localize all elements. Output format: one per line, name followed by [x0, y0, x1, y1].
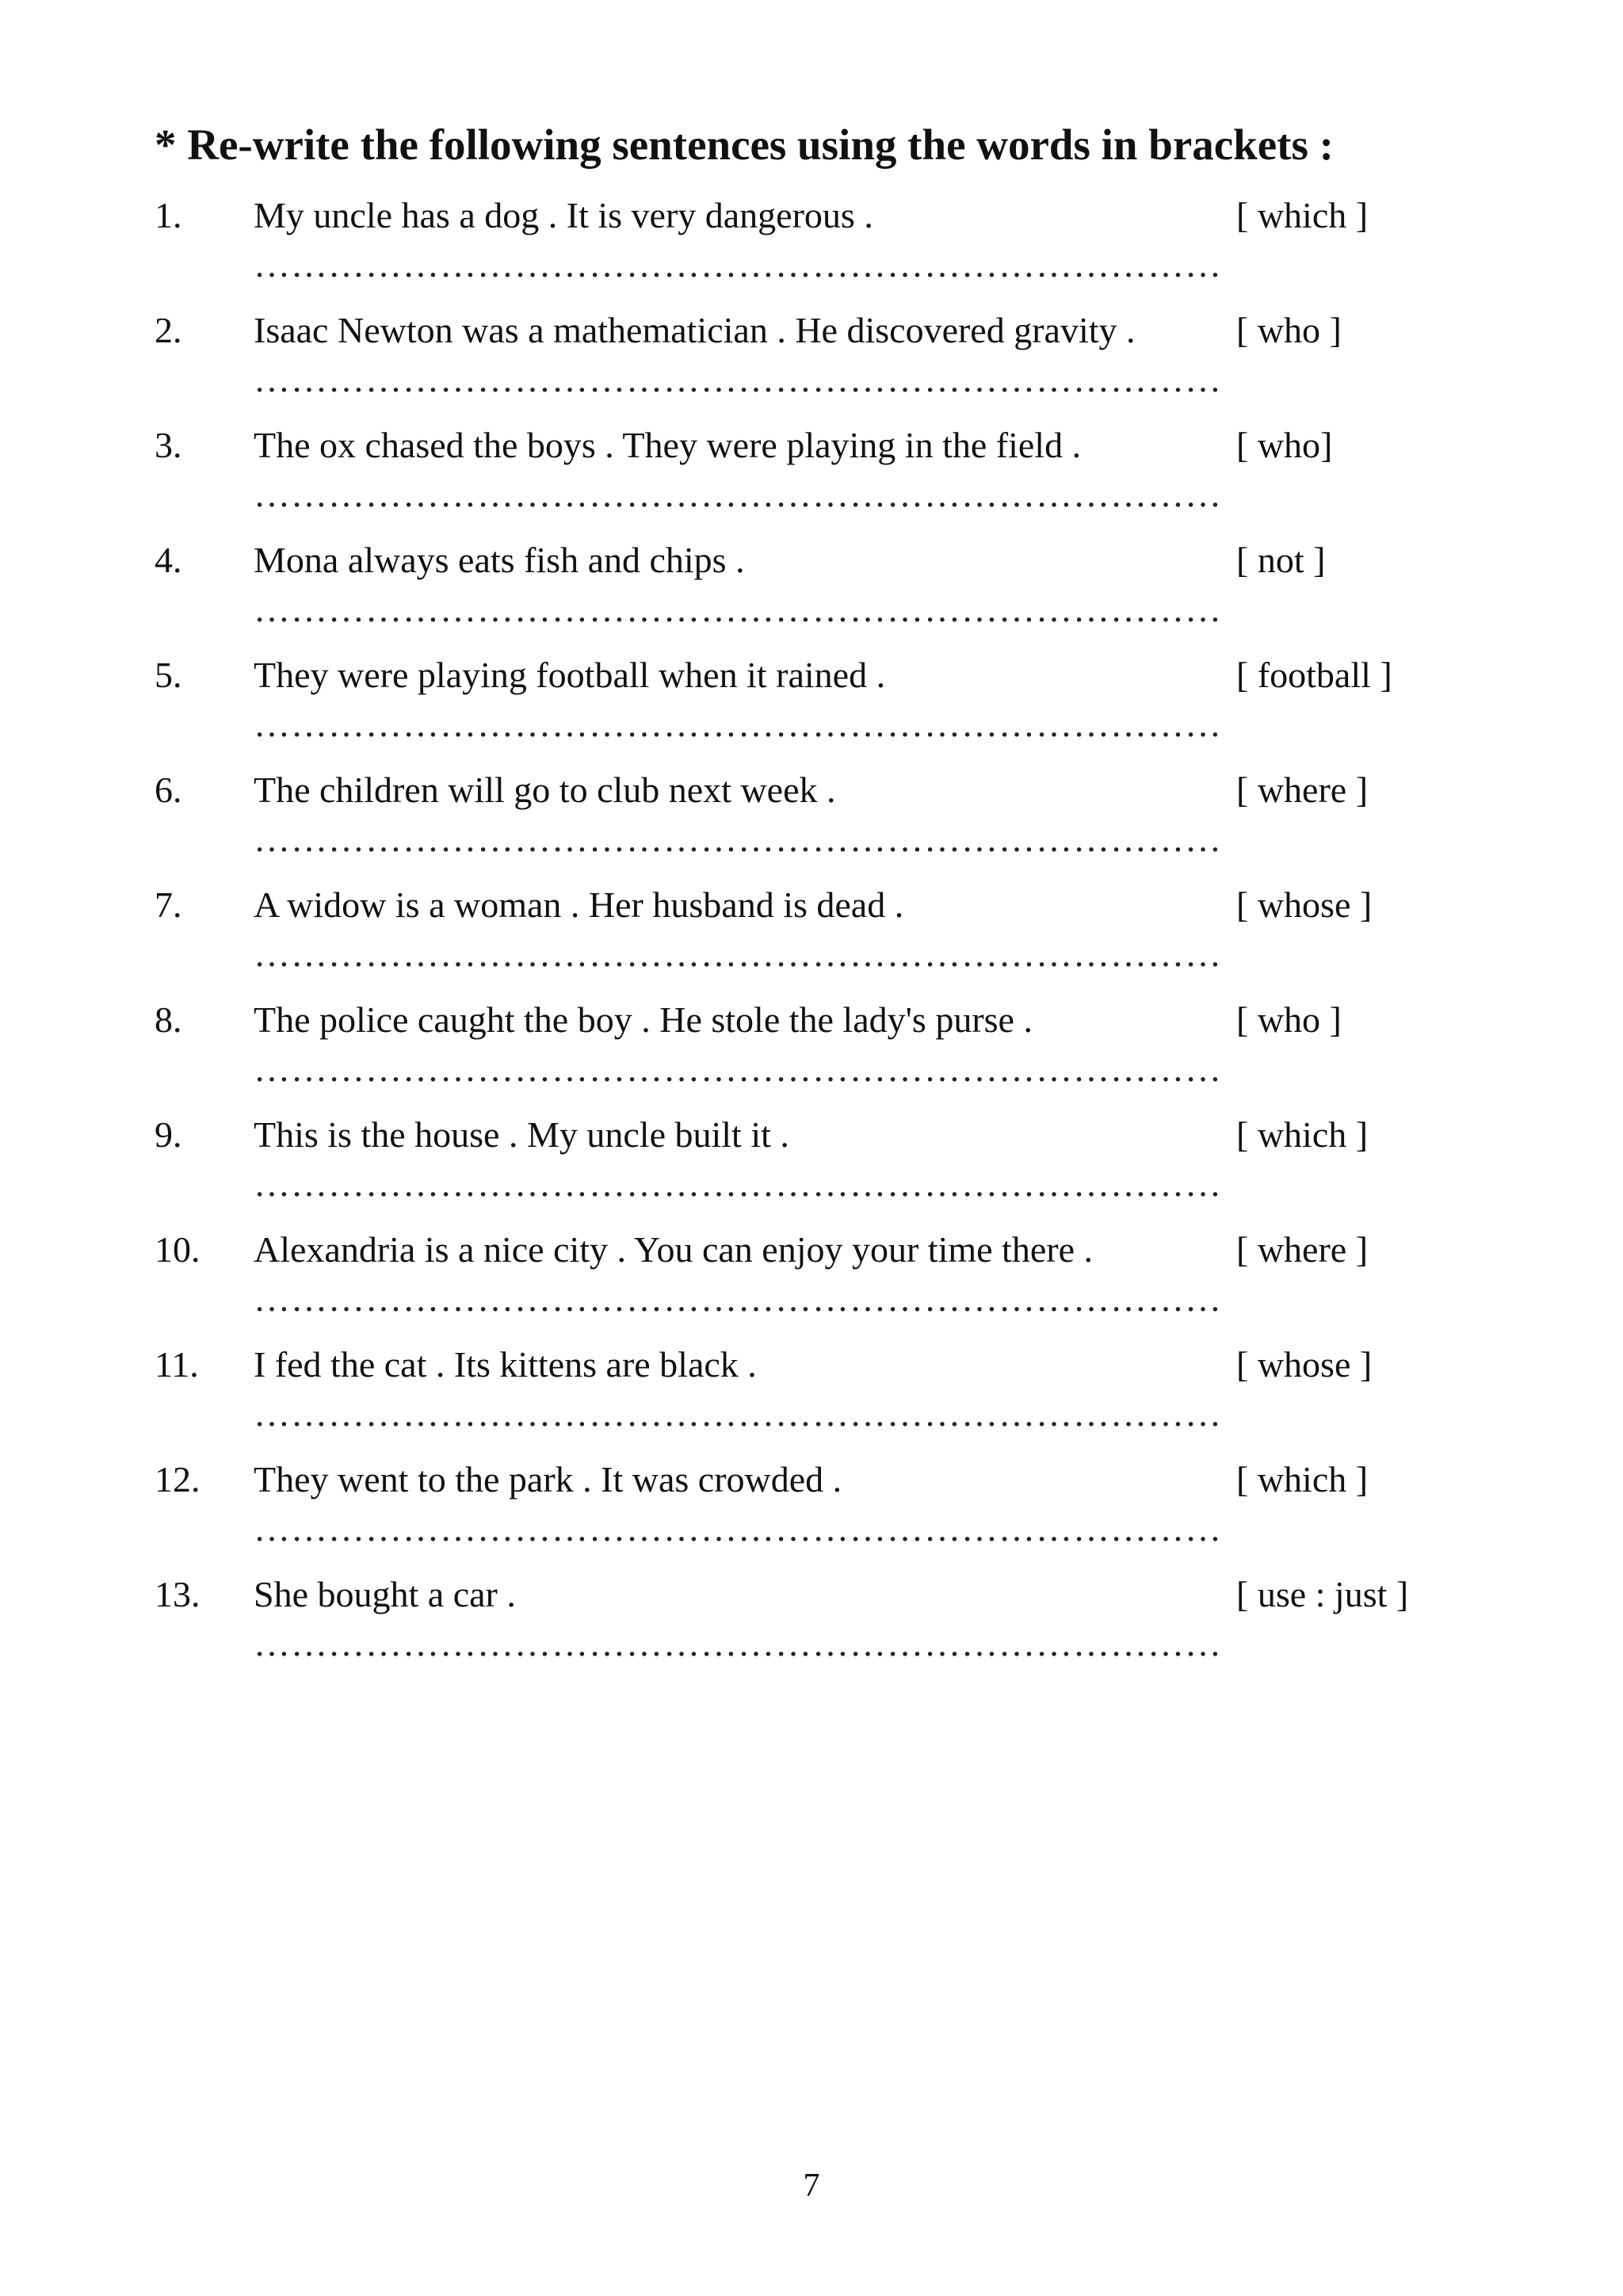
- question-item: [0, 1457, 1623, 1568]
- question-item: [0, 1113, 1623, 1224]
- answer-line[interactable]: ……………………………………………………………………: [254, 1049, 1222, 1089]
- question-item: [0, 1228, 1623, 1339]
- question-number: 10.: [155, 1229, 200, 1270]
- question-sentence: Isaac Newton was a mathematician . He discovered gravity .: [254, 310, 1136, 350]
- bracket-hint: [ which ]: [1236, 1114, 1369, 1155]
- answer-line[interactable]: ……………………………………………………………………: [254, 1163, 1222, 1204]
- question-number: 8.: [155, 999, 182, 1040]
- question-item: [0, 1343, 1623, 1454]
- question-number: 11.: [155, 1344, 199, 1385]
- bracket-hint: [ not ]: [1236, 540, 1326, 580]
- question-sentence: They went to the park . It was crowded .: [254, 1459, 842, 1499]
- answer-line[interactable]: ……………………………………………………………………: [254, 1393, 1222, 1434]
- question-sentence: They were playing football when it rained .: [254, 655, 886, 695]
- question-item: [0, 653, 1623, 764]
- question-sentence: The ox chased the boys . They were playing in the field .: [254, 425, 1082, 465]
- question-number: 4.: [155, 540, 182, 580]
- bracket-hint: [ who ]: [1236, 310, 1342, 350]
- question-item: [0, 538, 1623, 649]
- question-sentence: I fed the cat . Its kittens are black .: [254, 1344, 757, 1385]
- question-item: [0, 768, 1623, 879]
- answer-line[interactable]: ……………………………………………………………………: [254, 1623, 1222, 1664]
- question-number: 13.: [155, 1574, 200, 1614]
- bracket-hint: [ which ]: [1236, 1459, 1369, 1499]
- question-item: [0, 423, 1623, 534]
- answer-line[interactable]: ……………………………………………………………………: [254, 934, 1222, 974]
- bracket-hint: [ who]: [1236, 425, 1333, 465]
- question-number: 2.: [155, 310, 182, 350]
- bracket-hint: [ use : just ]: [1236, 1574, 1409, 1614]
- question-sentence: Mona always eats fish and chips .: [254, 540, 745, 580]
- question-sentence: The police caught the boy . He stole the lady's purse .: [254, 999, 1033, 1040]
- answer-line[interactable]: ……………………………………………………………………: [254, 244, 1222, 285]
- question-item: [0, 998, 1623, 1109]
- bracket-hint: [ whose ]: [1236, 884, 1373, 925]
- question-number: 5.: [155, 655, 182, 695]
- bracket-hint: [ football ]: [1236, 655, 1392, 695]
- question-number: 7.: [155, 884, 182, 925]
- answer-line[interactable]: ……………………………………………………………………: [254, 589, 1222, 629]
- question-item: [0, 308, 1623, 419]
- question-item: [0, 1572, 1623, 1683]
- question-number: 9.: [155, 1114, 182, 1155]
- question-item: [0, 193, 1623, 304]
- page-number: 7: [803, 2168, 820, 2204]
- question-number: 3.: [155, 425, 182, 465]
- bracket-hint: [ which ]: [1236, 195, 1369, 235]
- answer-line[interactable]: ……………………………………………………………………: [254, 474, 1222, 514]
- answer-line[interactable]: ……………………………………………………………………: [254, 1508, 1222, 1549]
- question-sentence: My uncle has a dog . It is very dangerous .: [254, 195, 873, 235]
- question-sentence: Alexandria is a nice city . You can enjoy your time there .: [254, 1229, 1093, 1270]
- bracket-hint: [ whose ]: [1236, 1344, 1373, 1385]
- bracket-hint: [ where ]: [1236, 1229, 1369, 1270]
- question-number: 6.: [155, 770, 182, 810]
- question-item: [0, 883, 1623, 994]
- question-sentence: This is the house . My uncle built it .: [254, 1114, 789, 1155]
- bracket-hint: [ where ]: [1236, 770, 1369, 810]
- instruction-heading: * Re-write the following sentences using the words in brackets :: [155, 120, 1334, 169]
- bracket-hint: [ who ]: [1236, 999, 1342, 1040]
- answer-line[interactable]: ……………………………………………………………………: [254, 819, 1222, 859]
- answer-line[interactable]: ……………………………………………………………………: [254, 1278, 1222, 1319]
- answer-line[interactable]: ……………………………………………………………………: [254, 704, 1222, 744]
- question-sentence: She bought a car .: [254, 1574, 516, 1614]
- question-number: 1.: [155, 195, 182, 235]
- question-sentence: The children will go to club next week .: [254, 770, 836, 810]
- answer-line[interactable]: ……………………………………………………………………: [254, 359, 1222, 399]
- question-sentence: A widow is a woman . Her husband is dead .: [254, 884, 904, 925]
- question-number: 12.: [155, 1459, 200, 1499]
